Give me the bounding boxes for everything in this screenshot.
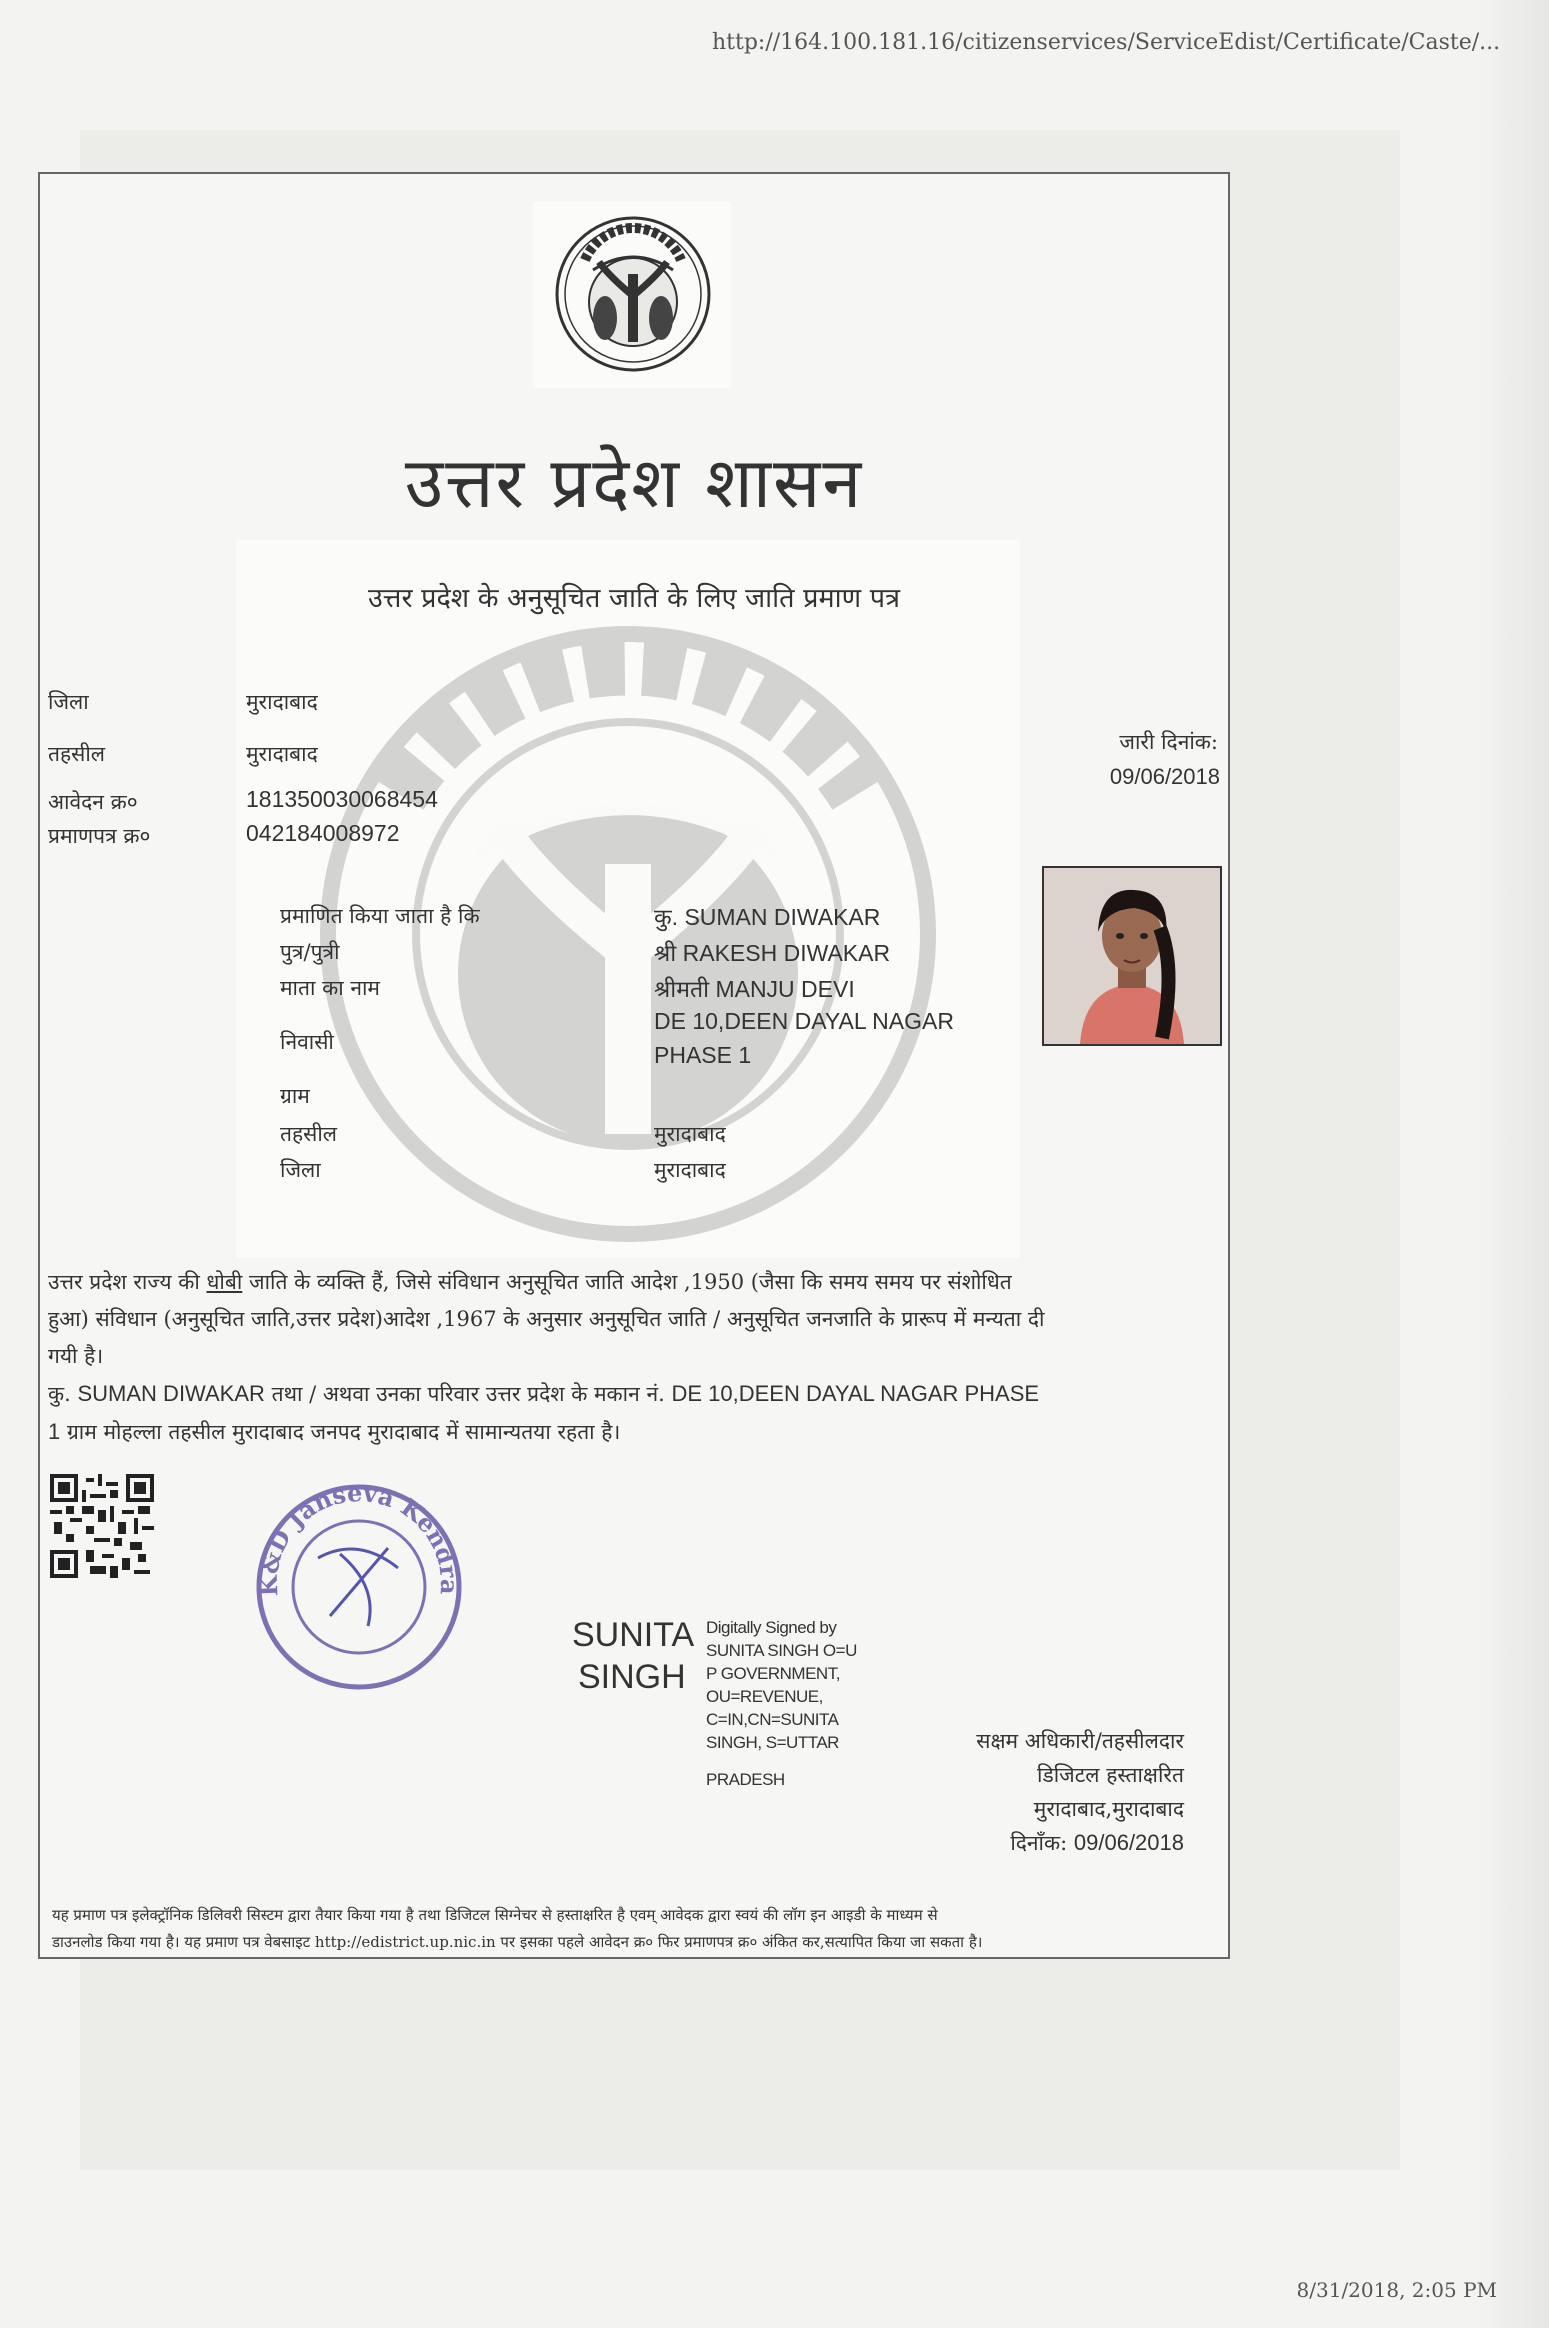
authority-date: दिनाँक: 09/06/2018 — [1010, 1830, 1184, 1855]
certificate-no-label: प्रमाणपत्र क्र० — [48, 824, 151, 848]
office-stamp — [248, 1476, 470, 1698]
applicant-photo — [1042, 866, 1222, 1046]
address-tehsil-value: मुरादाबाद — [654, 1122, 726, 1146]
application-no-label: आवेदन क्र० — [48, 790, 138, 814]
print-url: http://164.100.181.16/citizenservices/ServiceEdist/Certificate/Caste/... — [712, 30, 1501, 55]
residence-statement-line2: 1 ग्राम मोहल्ला तहसील मुरादाबाद जनपद मुरादाबाद में सामान्यतया रहता है। — [48, 1419, 621, 1444]
address-line2: PHASE 1 — [654, 1042, 752, 1068]
stamp-text: K&D Janseva Kendra — [253, 1477, 465, 1597]
tehsil-label: तहसील — [48, 742, 105, 766]
caste-name: धोबी — [206, 1270, 243, 1294]
father-name: श्री RAKESH DIWAKAR — [654, 940, 891, 966]
watermark-emblem-icon — [308, 614, 948, 1254]
residence-statement-line1: कु. SUMAN DIWAKAR तथा / अथवा उनका परिवार उत्तर प्रदेश के मकान नं. DE 10,DEEN DAYAL NAGAR PHASE — [48, 1381, 1040, 1406]
issue-date: 09/06/2018 — [1109, 764, 1220, 789]
application-no: 181350030068454 — [246, 786, 438, 812]
print-timestamp: 8/31/2018, 2:05 PM — [1296, 2278, 1497, 2302]
address-district-label: जिला — [280, 1158, 321, 1182]
caste-statement — [48, 1264, 1220, 1451]
mother-name-label: माता का नाम — [280, 976, 380, 1000]
resident-label: निवासी — [280, 1030, 334, 1054]
digital-signer-name: SUNITA SINGH — [572, 1616, 695, 1696]
caste-statement-line2: हुआ) संविधान (अनुसूचित जाति,उत्तर प्रदेश)आदेश ,1967 के अनुसार अनुसूचित जाति / अनुसूचित जनजाति के प्रारूप में मन्यता दी — [48, 1307, 1045, 1331]
applicant-name: कु. SUMAN DIWAKAR — [654, 904, 881, 930]
certificate-subtitle: उत्तर प्रदेश के अनुसूचित जाति के लिए जाति प्रमाण पत्र — [368, 583, 900, 614]
caste-certificate — [38, 172, 1230, 1959]
address-tehsil-label: तहसील — [280, 1122, 337, 1146]
applicant-photo-image — [1044, 868, 1220, 1044]
tehsil-value: मुरादाबाद — [246, 742, 318, 766]
authority-designation: सक्षम अधिकारी/तहसीलदार — [976, 1729, 1184, 1753]
verification-note: यह प्रमाण पत्र इलेक्ट्रॉनिक डिलिवरी सिस्टम द्वारा तैयार किया गया है तथा डिजिटल सिग्नेचर से हस्ताक्षरित है एवम् आवेदक द्वारा स्वयं की लॉग इन आइडी के माध्यम से डाउनलोड किया गया है। यह प्रमाण पत्र वेबसाइट http://edistrict.up.nic.in पर इसका पहले आवेदन क्र० फिर प्रमाणपत्र क्र० अंकित कर,सत्यापित किया जा सकता है। — [52, 1906, 983, 1951]
address-line1: DE 10,DEEN DAYAL NAGAR — [654, 1008, 954, 1034]
caste-statement-line1: उत्तर प्रदेश राज्य की धोबी जाति के व्यक्ति हैं, जिसे संविधान अनुसूचित जाति आदेश ,1950 (जैसा कि समय समय पर संशोधित — [48, 1270, 1012, 1294]
issuing-authority — [976, 1724, 1184, 1860]
issue-date-label: जारी दिनांक: — [1119, 730, 1218, 754]
svg-text:K&D Janseva Kendra — [254, 1478, 465, 1597]
district-label: जिला — [48, 690, 89, 714]
village-label: ग्राम — [280, 1084, 310, 1108]
qr-code — [50, 1474, 154, 1578]
mother-name: श्रीमती MANJU DEVI — [654, 976, 855, 1002]
authority-place: मुरादाबाद,मुरादाबाद — [1033, 1797, 1184, 1821]
digital-signature-details: Digitally Signed by SUNITA SINGH O=U P GOVERNMENT, OU=REVENUE, C=IN,CN=SUNITA SINGH, S=UTTAR PRADESH — [706, 1618, 857, 1789]
scan-edge — [1479, 0, 1549, 2328]
caste-statement-line3: गयी है। — [48, 1344, 104, 1368]
son-daughter-of-label: पुत्र/पुत्री — [280, 940, 340, 964]
emblem-box — [533, 202, 731, 388]
up-government-emblem-icon — [553, 214, 713, 374]
address-district-value: मुरादाबाद — [654, 1158, 726, 1182]
certificate-no: 042184008972 — [246, 820, 400, 846]
authority-signed: डिजिटल हस्ताक्षरित — [1037, 1763, 1184, 1787]
certificate-heading: उत्तर प्रदेश शासन — [404, 442, 864, 524]
district-value: मुरादाबाद — [246, 690, 318, 714]
certified-that-label: प्रमाणित किया जाता है कि — [280, 904, 480, 928]
